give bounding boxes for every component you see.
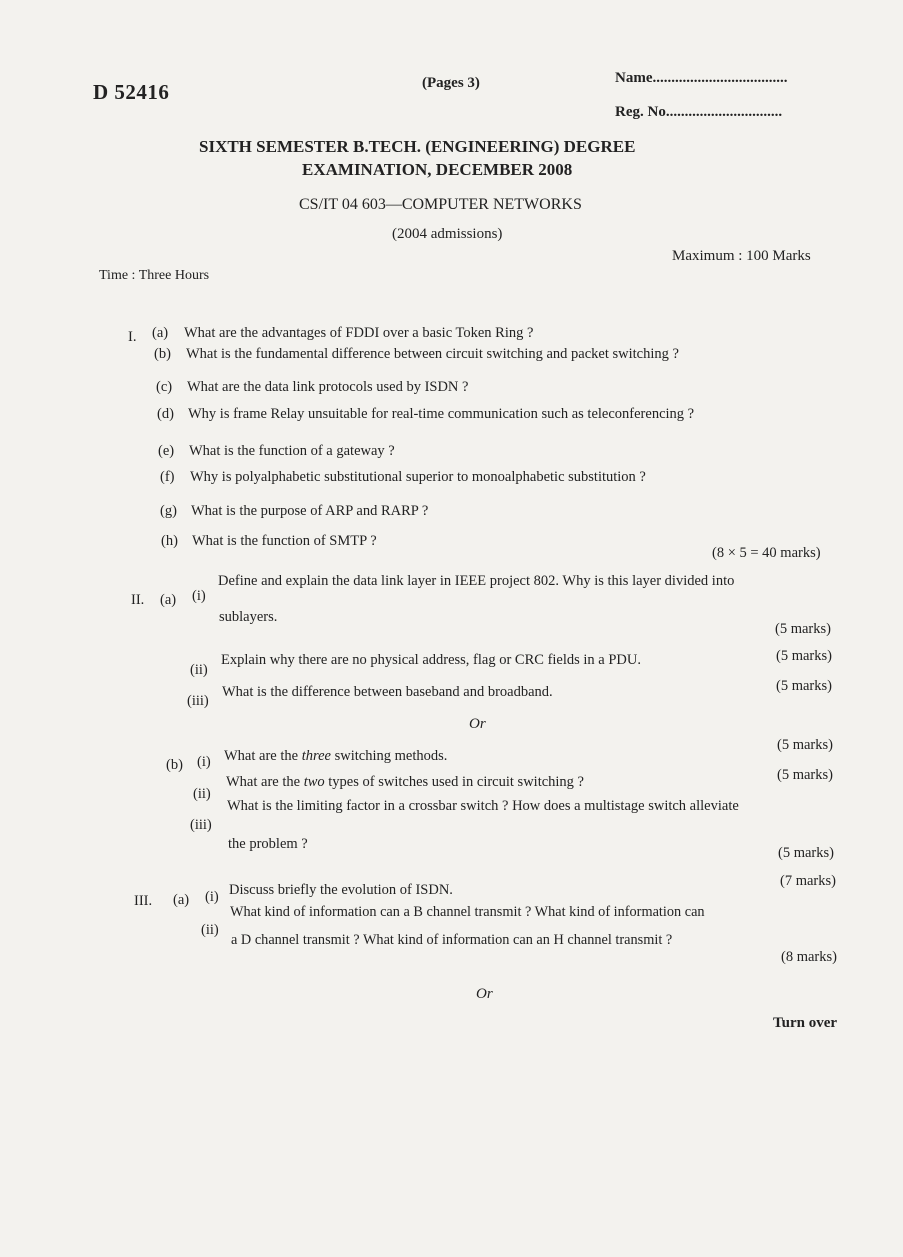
question-marks: (5 marks) [778,845,834,861]
question-text [226,774,584,791]
subpart-label: (i) [197,754,211,770]
question-text-part: switching methods. [330,748,448,764]
question-text-part: What are the [226,774,304,790]
question-marks: (5 marks) [777,737,833,753]
question-label: (a) [152,325,169,341]
question-text: What is the difference between baseband and broadband. [222,684,553,700]
part-label: (a) [173,892,190,908]
subpart-label: (ii) [190,662,208,678]
question-item [160,469,646,486]
exam-title-line2: EXAMINATION, DECEMBER 2008 [302,160,573,179]
time-allowed: Time : Three Hours [99,268,210,283]
section-marks: (8 × 5 = 40 marks) [712,545,821,561]
subpart-label: (ii) [201,922,219,938]
question-label: (c) [156,379,173,395]
question-text: What is the purpose of ARP and RARP ? [191,503,429,519]
question-label: (f) [160,469,175,485]
subpart-label: (iii) [190,817,212,833]
question-text: What is the limiting factor in a crossbar switch ? How does a multistage switch alleviate [227,798,739,814]
section-number: II. [131,592,145,608]
subpart-label: (i) [205,889,219,905]
question-marks: (5 marks) [777,767,833,783]
question-item [152,325,533,342]
question-item [160,503,428,520]
question-text: Explain why there are no physical address, flag or CRC fields in a PDU. [221,652,642,668]
admissions: (2004 admissions) [392,226,503,242]
course-title: CS/IT 04 603—COMPUTER NETWORKS [299,196,582,213]
question-text-part: types of switches used in circuit switching ? [324,774,584,790]
part-label: (b) [166,757,183,773]
question-text: Discuss briefly the evolution of ISDN. [229,882,453,898]
or-separator: Or [476,986,493,1002]
question-item [158,443,395,460]
question-text: a D channel transmit ? What kind of information can an H channel transmit ? [231,932,673,948]
maximum-marks: Maximum : 100 Marks [672,248,811,264]
question-text: What is the fundamental difference between circuit switching and packet switching ? [186,346,679,362]
question-text: Why is polyalphabetic substitutional superior to monoalphabetic substitution ? [190,469,646,485]
section-number: III. [134,893,153,909]
reg-no-field: Reg. No............................... [615,104,783,120]
question-text-part: What are the [224,748,302,764]
question-text: What are the advantages of FDDI over a basic Token Ring ? [184,325,534,341]
question-marks: (5 marks) [776,648,832,664]
page-count: (Pages 3) [422,75,480,91]
turn-over: Turn over [773,1015,838,1031]
emphasis: two [303,774,325,790]
question-text: What are the data link protocols used by ISDN ? [187,379,469,395]
question-item [154,346,679,363]
question-label: (b) [154,346,171,362]
subpart-label: (i) [192,588,206,604]
question-text: Define and explain the data link layer in IEEE project 802. Why is this layer divided into [218,573,735,589]
question-text: the problem ? [228,836,308,852]
section-number: I. [128,329,137,345]
question-text [224,748,447,765]
question-marks: (8 marks) [781,949,837,965]
name-field: Name.................................... [615,70,788,86]
question-marks: (5 marks) [775,621,831,637]
question-label: (h) [161,533,178,549]
question-marks: (5 marks) [776,678,832,694]
question-label: (g) [160,503,177,519]
question-item [161,533,377,550]
question-text: Why is frame Relay unsuitable for real-time communication such as teleconferencing ? [188,406,695,422]
question-label: (e) [158,443,175,459]
or-separator: Or [469,716,486,732]
subpart-label: (iii) [187,693,209,709]
paper-code: D 52416 [93,80,170,104]
exam-title-line1: SIXTH SEMESTER B.TECH. (ENGINEERING) DEGREE [199,137,636,156]
question-text: What is the function of a gateway ? [189,443,395,459]
question-label: (d) [157,406,174,422]
emphasis: three [301,748,331,764]
question-item [157,406,694,423]
part-label: (a) [160,592,177,608]
subpart-label: (ii) [193,786,211,802]
question-text: sublayers. [219,609,278,625]
question-text: What is the function of SMTP ? [192,533,377,549]
question-text: What kind of information can a B channel transmit ? What kind of information can [230,904,705,920]
question-item [156,379,468,396]
question-marks: (7 marks) [780,873,836,889]
